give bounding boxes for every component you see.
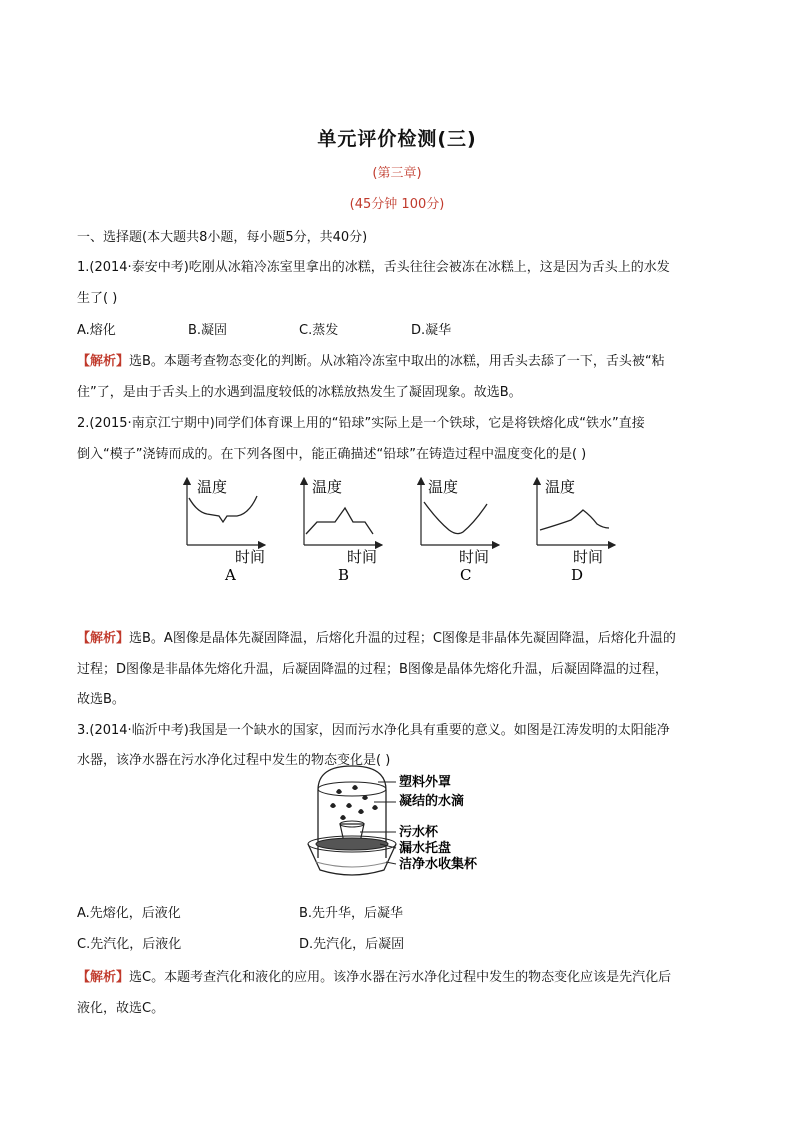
graph-b-curve: [306, 508, 373, 534]
analysis-tag: 【解析】: [77, 970, 130, 985]
graph-c: [421, 478, 499, 584]
q1-stem-line1: 1.(2014·泰安中考)吃刚从冰箱冷冻室里拿出的冰糕，舌头往往会被冻在冰糕上，这是因为舌头上的水发: [77, 260, 670, 275]
plastic-cover-rim: [318, 782, 386, 796]
section-heading: 一、选择题(本大题共8小题，每小题5分，共40分): [77, 230, 368, 245]
graph-c-curve: [424, 502, 487, 534]
drip-tray: [316, 838, 388, 850]
q3-option-d: D.先汽化，后凝固: [299, 937, 405, 952]
q3-analysis-line2: 液化，故选C。: [77, 1001, 165, 1016]
q1-stem-line2: 生了( ): [77, 291, 118, 306]
analysis-tag: 【解析】: [77, 631, 130, 646]
analysis-tag: 【解析】: [77, 354, 130, 369]
water-purifier-diagram: [300, 758, 490, 883]
chapter-label: (第三章): [372, 166, 422, 181]
graph-b-letter: B: [338, 566, 350, 584]
label-condensed-drops: 凝结的水滴: [399, 794, 465, 809]
page-title: 单元评价检测(三): [317, 128, 477, 150]
graph-c-ylabel: 温度: [428, 478, 459, 496]
q1-analysis-text: 选B。本题考查物态变化的判断。从冰箱冷冻室中取出的冰糕，用舌头去舔了一下，舌头被“粘: [129, 354, 665, 369]
time-score-label: (45分钟 100分): [349, 197, 445, 212]
label-drip-tray: 漏水托盘: [399, 841, 452, 856]
q2-analysis-line3: 故选B。: [77, 692, 125, 707]
graph-d-xlabel: 时间: [573, 548, 604, 566]
label-plastic-cover: 塑料外罩: [399, 775, 452, 790]
label-clean-water-cup: 洁净水收集杯: [399, 857, 478, 872]
q3-stem-line1: 3.(2014·临沂中考)我国是一个缺水的国家，因而污水净化具有重要的意义。如图是江涛发明的太阳能净: [77, 723, 670, 738]
graph-d-letter: D: [571, 566, 584, 584]
graph-a-ylabel: 温度: [197, 478, 228, 496]
graph-c-letter: C: [460, 566, 472, 584]
q3-analysis-line1: [77, 966, 671, 985]
graph-d-curve: [540, 510, 609, 530]
water-droplets: [330, 785, 378, 820]
label-sewage-cup: 污水杯: [399, 825, 439, 840]
q3-option-b: B.先升华，后凝华: [299, 906, 404, 921]
q3-option-a: A.先熔化，后液化: [77, 906, 181, 921]
q1-option-a: A.熔化: [77, 323, 116, 338]
q3-analysis-text: 选C。本题考查汽化和液化的应用。该净水器在污水净化过程中发生的物态变化应该是先汽化后: [129, 970, 672, 985]
q2-analysis-line1: [77, 627, 676, 646]
graph-d: [537, 478, 615, 584]
q1-analysis-line1: [77, 350, 665, 369]
graph-a-xlabel: 时间: [235, 548, 266, 566]
q1-option-c: C.蒸发: [299, 323, 339, 338]
q1-option-b: B.凝固: [188, 323, 228, 338]
q3-stem-line2: 水器，该净水器在污水净化过程中发生的物态变化是( ): [77, 753, 391, 768]
q2-analysis-line2: 过程；D图像是非晶体先熔化升温，后凝固降温的过程；B图像是晶体先熔化升温，后凝固降温的过程，: [77, 662, 668, 677]
q3-option-c: C.先汽化，后液化: [77, 937, 182, 952]
q1-option-d: D.凝华: [411, 323, 452, 338]
graph-b-ylabel: 温度: [312, 478, 343, 496]
graph-a: [187, 478, 265, 584]
graph-a-letter: A: [225, 566, 236, 584]
q2-stem-line2: 倒入“模子”浇铸而成的。在下列各图中，能正确描述“铅球”在铸造过程中温度变化的是( ): [77, 447, 587, 462]
graph-b-xlabel: 时间: [347, 548, 378, 566]
q2-stem-line1: 2.(2015·南京江宁期中)同学们体育课上用的“铅球”实际上是一个铁球，它是将铁熔化成“铁水”直接: [77, 416, 645, 431]
graph-b: [304, 478, 382, 584]
graph-a-curve: [189, 496, 257, 522]
graph-c-xlabel: 时间: [459, 548, 490, 566]
graph-d-ylabel: 温度: [545, 478, 576, 496]
temperature-graphs: [175, 470, 625, 588]
q1-analysis-line2: 住”了，是由于舌头上的水遇到温度较低的冰糕放热发生了凝固现象。故选B。: [77, 385, 522, 400]
q2-analysis-text: 选B。A图像是晶体先凝固降温，后熔化升温的过程；C图像是非晶体先凝固降温，后熔化升温的: [129, 631, 676, 646]
